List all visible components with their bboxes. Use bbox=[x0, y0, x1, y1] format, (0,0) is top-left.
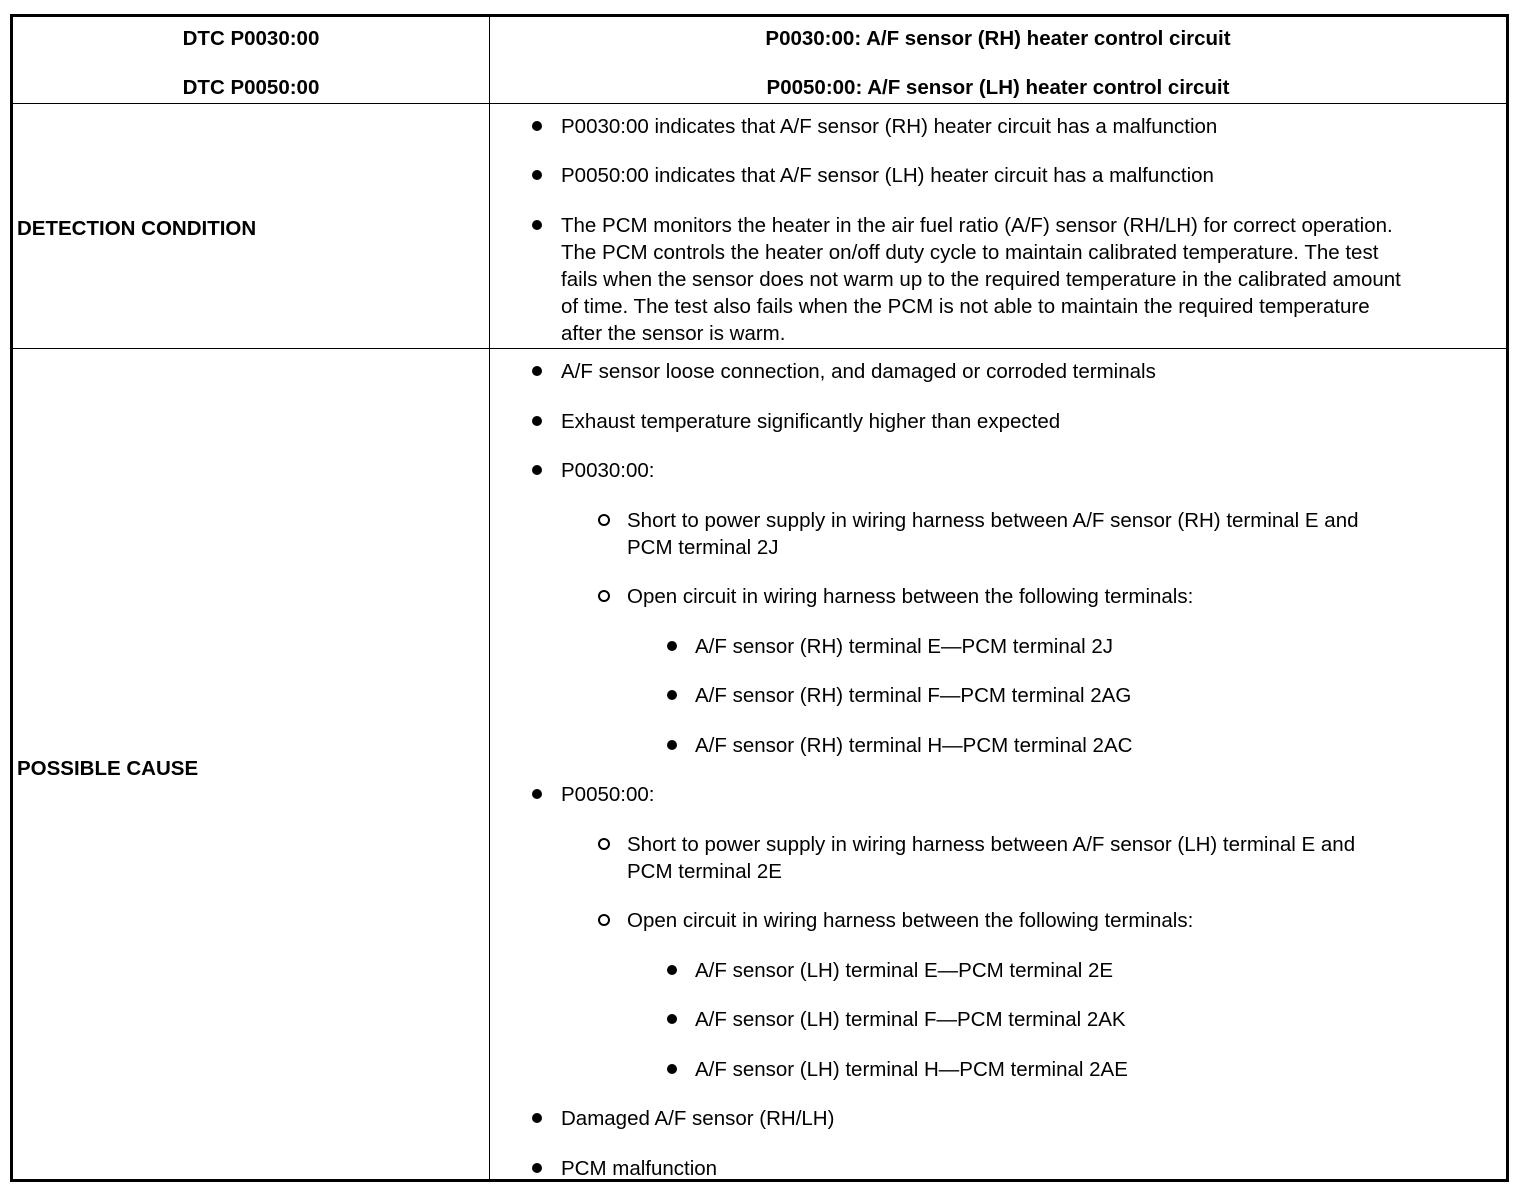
cause-rh-short-line: Short to power supply in wiring harness between A/F sensor (RH) terminal E and bbox=[627, 509, 1359, 532]
cause-lh-title: P0050:00: bbox=[561, 783, 655, 806]
bullet-icon bbox=[667, 740, 677, 750]
cause-lh-terminal: A/F sensor (LH) terminal F—PCM terminal 2AK bbox=[695, 1008, 1126, 1031]
detection-para-line: The PCM controls the heater on/off duty cycle to maintain calibrated temperature. The test bbox=[561, 241, 1379, 264]
detection-para-line: after the sensor is warm. bbox=[561, 322, 786, 345]
cause-rh-short-line: PCM terminal 2J bbox=[627, 536, 779, 559]
ring-bullet-icon bbox=[598, 914, 610, 926]
cause-item: A/F sensor loose connection, and damaged or corroded terminals bbox=[561, 360, 1156, 383]
column-divider bbox=[489, 17, 490, 1179]
bullet-icon bbox=[532, 170, 542, 180]
cause-lh-short-line: Short to power supply in wiring harness between A/F sensor (LH) terminal E and bbox=[627, 833, 1356, 856]
detection-item: P0050:00 indicates that A/F sensor (LH) heater circuit has a malfunction bbox=[561, 164, 1214, 187]
bullet-icon bbox=[532, 220, 542, 230]
ring-bullet-icon bbox=[598, 838, 610, 850]
bullet-icon bbox=[667, 690, 677, 700]
dtc-description-2: P0050:00: A/F sensor (LH) heater control circuit bbox=[766, 76, 1230, 99]
cause-lh-short-line: PCM terminal 2E bbox=[627, 860, 782, 883]
ring-bullet-icon bbox=[598, 514, 610, 526]
bullet-icon bbox=[667, 1064, 677, 1074]
dtc-code-1: DTC P0030:00 bbox=[182, 27, 320, 50]
detection-condition-label: DETECTION CONDITION bbox=[17, 217, 257, 240]
bullet-icon bbox=[532, 366, 542, 376]
detection-para-line: fails when the sensor does not warm up to the required temperature in the calibrated amount bbox=[561, 268, 1401, 291]
cause-rh-terminal: A/F sensor (RH) terminal E—PCM terminal 2J bbox=[695, 635, 1114, 658]
bullet-icon bbox=[532, 416, 542, 426]
dtc-code-2: DTC P0050:00 bbox=[182, 76, 320, 99]
cause-rh-open: Open circuit in wiring harness between the following terminals: bbox=[627, 585, 1194, 608]
bullet-icon bbox=[532, 1113, 542, 1123]
cause-lh-open: Open circuit in wiring harness between the following terminals: bbox=[627, 909, 1194, 932]
dtc-table bbox=[10, 14, 1509, 1182]
cause-rh-terminal: A/F sensor (RH) terminal F—PCM terminal 2AG bbox=[695, 684, 1132, 707]
bullet-icon bbox=[532, 121, 542, 131]
cause-rh-title: P0030:00: bbox=[561, 459, 655, 482]
dtc-description-1: P0030:00: A/F sensor (RH) heater control circuit bbox=[765, 27, 1231, 50]
bullet-icon bbox=[532, 789, 542, 799]
detection-para-line: of time. The test also fails when the PCM is not able to maintain the required temperature bbox=[561, 295, 1370, 318]
detection-para-line: The PCM monitors the heater in the air fuel ratio (A/F) sensor (RH/LH) for correct operation. bbox=[561, 214, 1393, 237]
possible-cause-label: POSSIBLE CAUSE bbox=[17, 757, 199, 780]
row-divider-header bbox=[13, 103, 1506, 104]
detection-item: P0030:00 indicates that A/F sensor (RH) heater circuit has a malfunction bbox=[561, 115, 1218, 138]
cause-rh-terminal: A/F sensor (RH) terminal H—PCM terminal 2AC bbox=[695, 734, 1133, 757]
cause-item: Damaged A/F sensor (RH/LH) bbox=[561, 1107, 835, 1130]
cause-item: Exhaust temperature significantly higher than expected bbox=[561, 410, 1061, 433]
bullet-icon bbox=[532, 1163, 542, 1173]
cause-item: PCM malfunction bbox=[561, 1157, 718, 1180]
bullet-icon bbox=[532, 465, 542, 475]
bullet-icon bbox=[667, 1014, 677, 1024]
bullet-icon bbox=[667, 965, 677, 975]
bullet-icon bbox=[667, 641, 677, 651]
ring-bullet-icon bbox=[598, 590, 610, 602]
cause-lh-terminal: A/F sensor (LH) terminal E—PCM terminal 2E bbox=[695, 959, 1114, 982]
row-divider-detection bbox=[13, 348, 1506, 349]
cause-lh-terminal: A/F sensor (LH) terminal H—PCM terminal 2AE bbox=[695, 1058, 1128, 1081]
